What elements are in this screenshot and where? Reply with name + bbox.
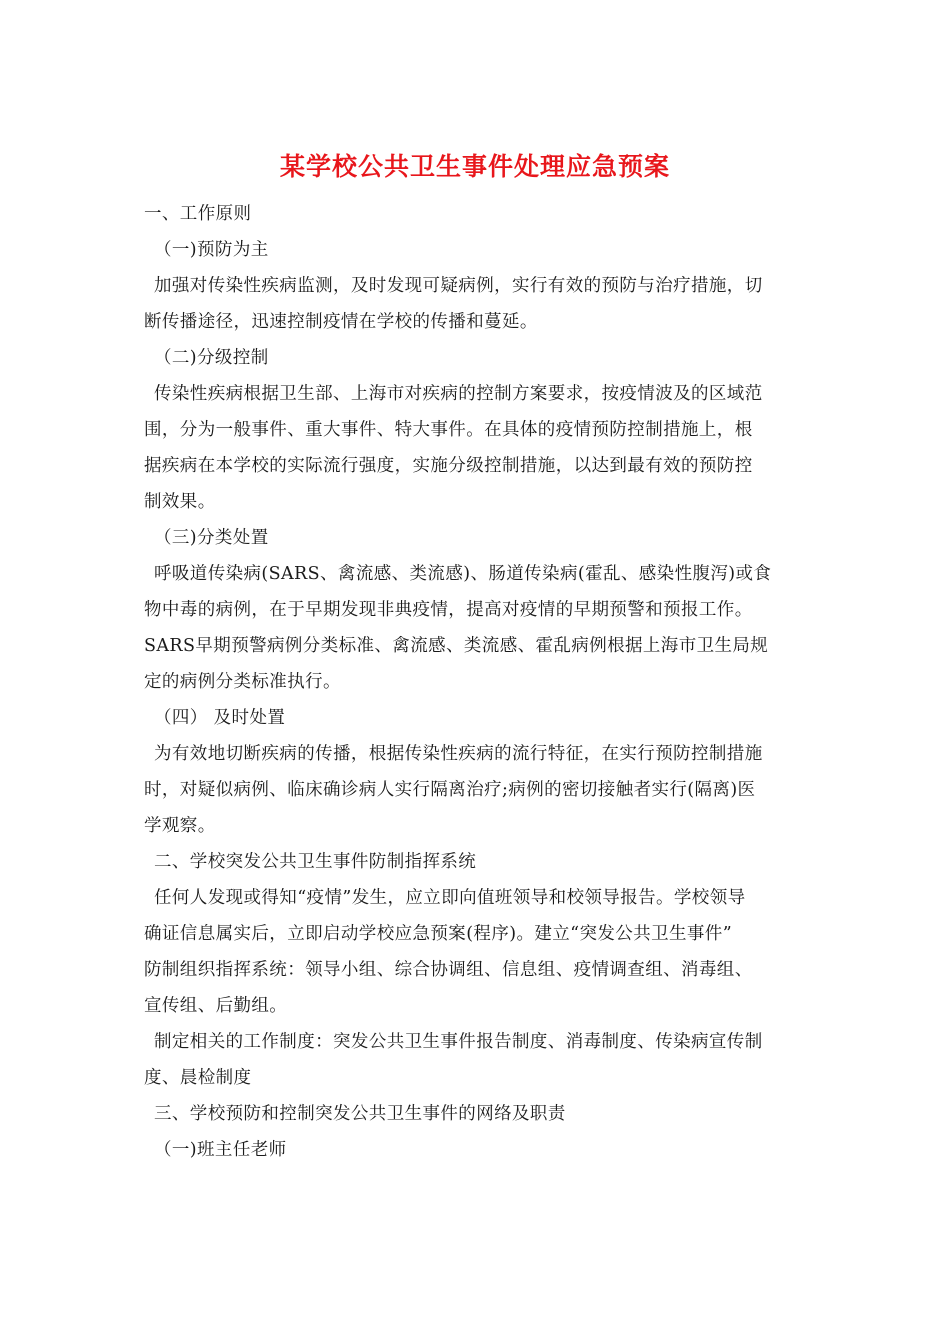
paragraph-line: 学观察。 bbox=[144, 816, 216, 836]
paragraph-line: 据疾病在本学校的实际流行强度，实施分级控制措施，以达到最有效的预防控 bbox=[144, 456, 753, 476]
paragraph-line: （三)分类处置 bbox=[154, 528, 269, 548]
paragraph-line: 时，对疑似病例、临床确诊病人实行隔离治疗;病例的密切接触者实行(隔离)医 bbox=[144, 780, 756, 800]
paragraph-line: 一、工作原则 bbox=[144, 204, 252, 224]
paragraph-line: 度、晨检制度 bbox=[144, 1068, 252, 1088]
document-body bbox=[144, 196, 808, 1168]
paragraph-line: 传染性疾病根据卫生部、上海市对疾病的控制方案要求，按疫情波及的区域范 bbox=[154, 384, 763, 404]
paragraph-line: （一)预防为主 bbox=[154, 240, 269, 260]
paragraph-line: 制定相关的工作制度：突发公共卫生事件报告制度、消毒制度、传染病宣传制 bbox=[154, 1032, 763, 1052]
paragraph-line: 宣传组、后勤组。 bbox=[144, 996, 288, 1016]
paragraph-line: 防制组织指挥系统：领导小组、综合协调组、信息组、疫情调查组、消毒组、 bbox=[144, 960, 753, 980]
paragraph-line: 物中毒的病例，在于早期发现非典疫情，提高对疫情的早期预警和预报工作。 bbox=[144, 600, 753, 620]
paragraph-line: 定的病例分类标准执行。 bbox=[144, 672, 341, 692]
paragraph-line: 断传播途径，迅速控制疫情在学校的传播和蔓延。 bbox=[144, 312, 538, 332]
paragraph-line: 加强对传染性疾病监测，及时发现可疑病例，实行有效的预防与治疗措施，切 bbox=[154, 276, 763, 296]
paragraph-line: （四） 及时处置 bbox=[154, 708, 286, 728]
paragraph-line: 任何人发现或得知“疫情”发生，应立即向值班领导和校领导报告。学校领导 bbox=[154, 888, 746, 908]
paragraph-line: 确证信息属实后，立即启动学校应急预案(程序)。建立“突发公共卫生事件” bbox=[144, 924, 733, 944]
paragraph-line: 围，分为一般事件、重大事件、特大事件。在具体的疫情预防控制措施上，根 bbox=[144, 420, 753, 440]
paragraph-line: SARS早期预警病例分类标准、禽流感、类流感、霍乱病例根据上海市卫生局规 bbox=[144, 636, 769, 656]
paragraph-line: 二、学校突发公共卫生事件防制指挥系统 bbox=[154, 852, 477, 872]
document-title: 某学校公共卫生事件处理应急预案 bbox=[279, 152, 670, 181]
paragraph-line: 为有效地切断疾病的传播，根据传染性疾病的流行特征，在实行预防控制措施 bbox=[154, 744, 763, 764]
paragraph-line: 三、学校预防和控制突发公共卫生事件的网络及职责 bbox=[154, 1104, 566, 1124]
paragraph-line: （一)班主任老师 bbox=[154, 1140, 287, 1160]
paragraph-line: （二)分级控制 bbox=[154, 348, 269, 368]
paragraph-line: 制效果。 bbox=[144, 492, 216, 512]
paragraph-line: 呼吸道传染病(SARS、禽流感、类流感)、肠道传染病(霍乱、感染性腹泻)或食 bbox=[154, 564, 772, 584]
